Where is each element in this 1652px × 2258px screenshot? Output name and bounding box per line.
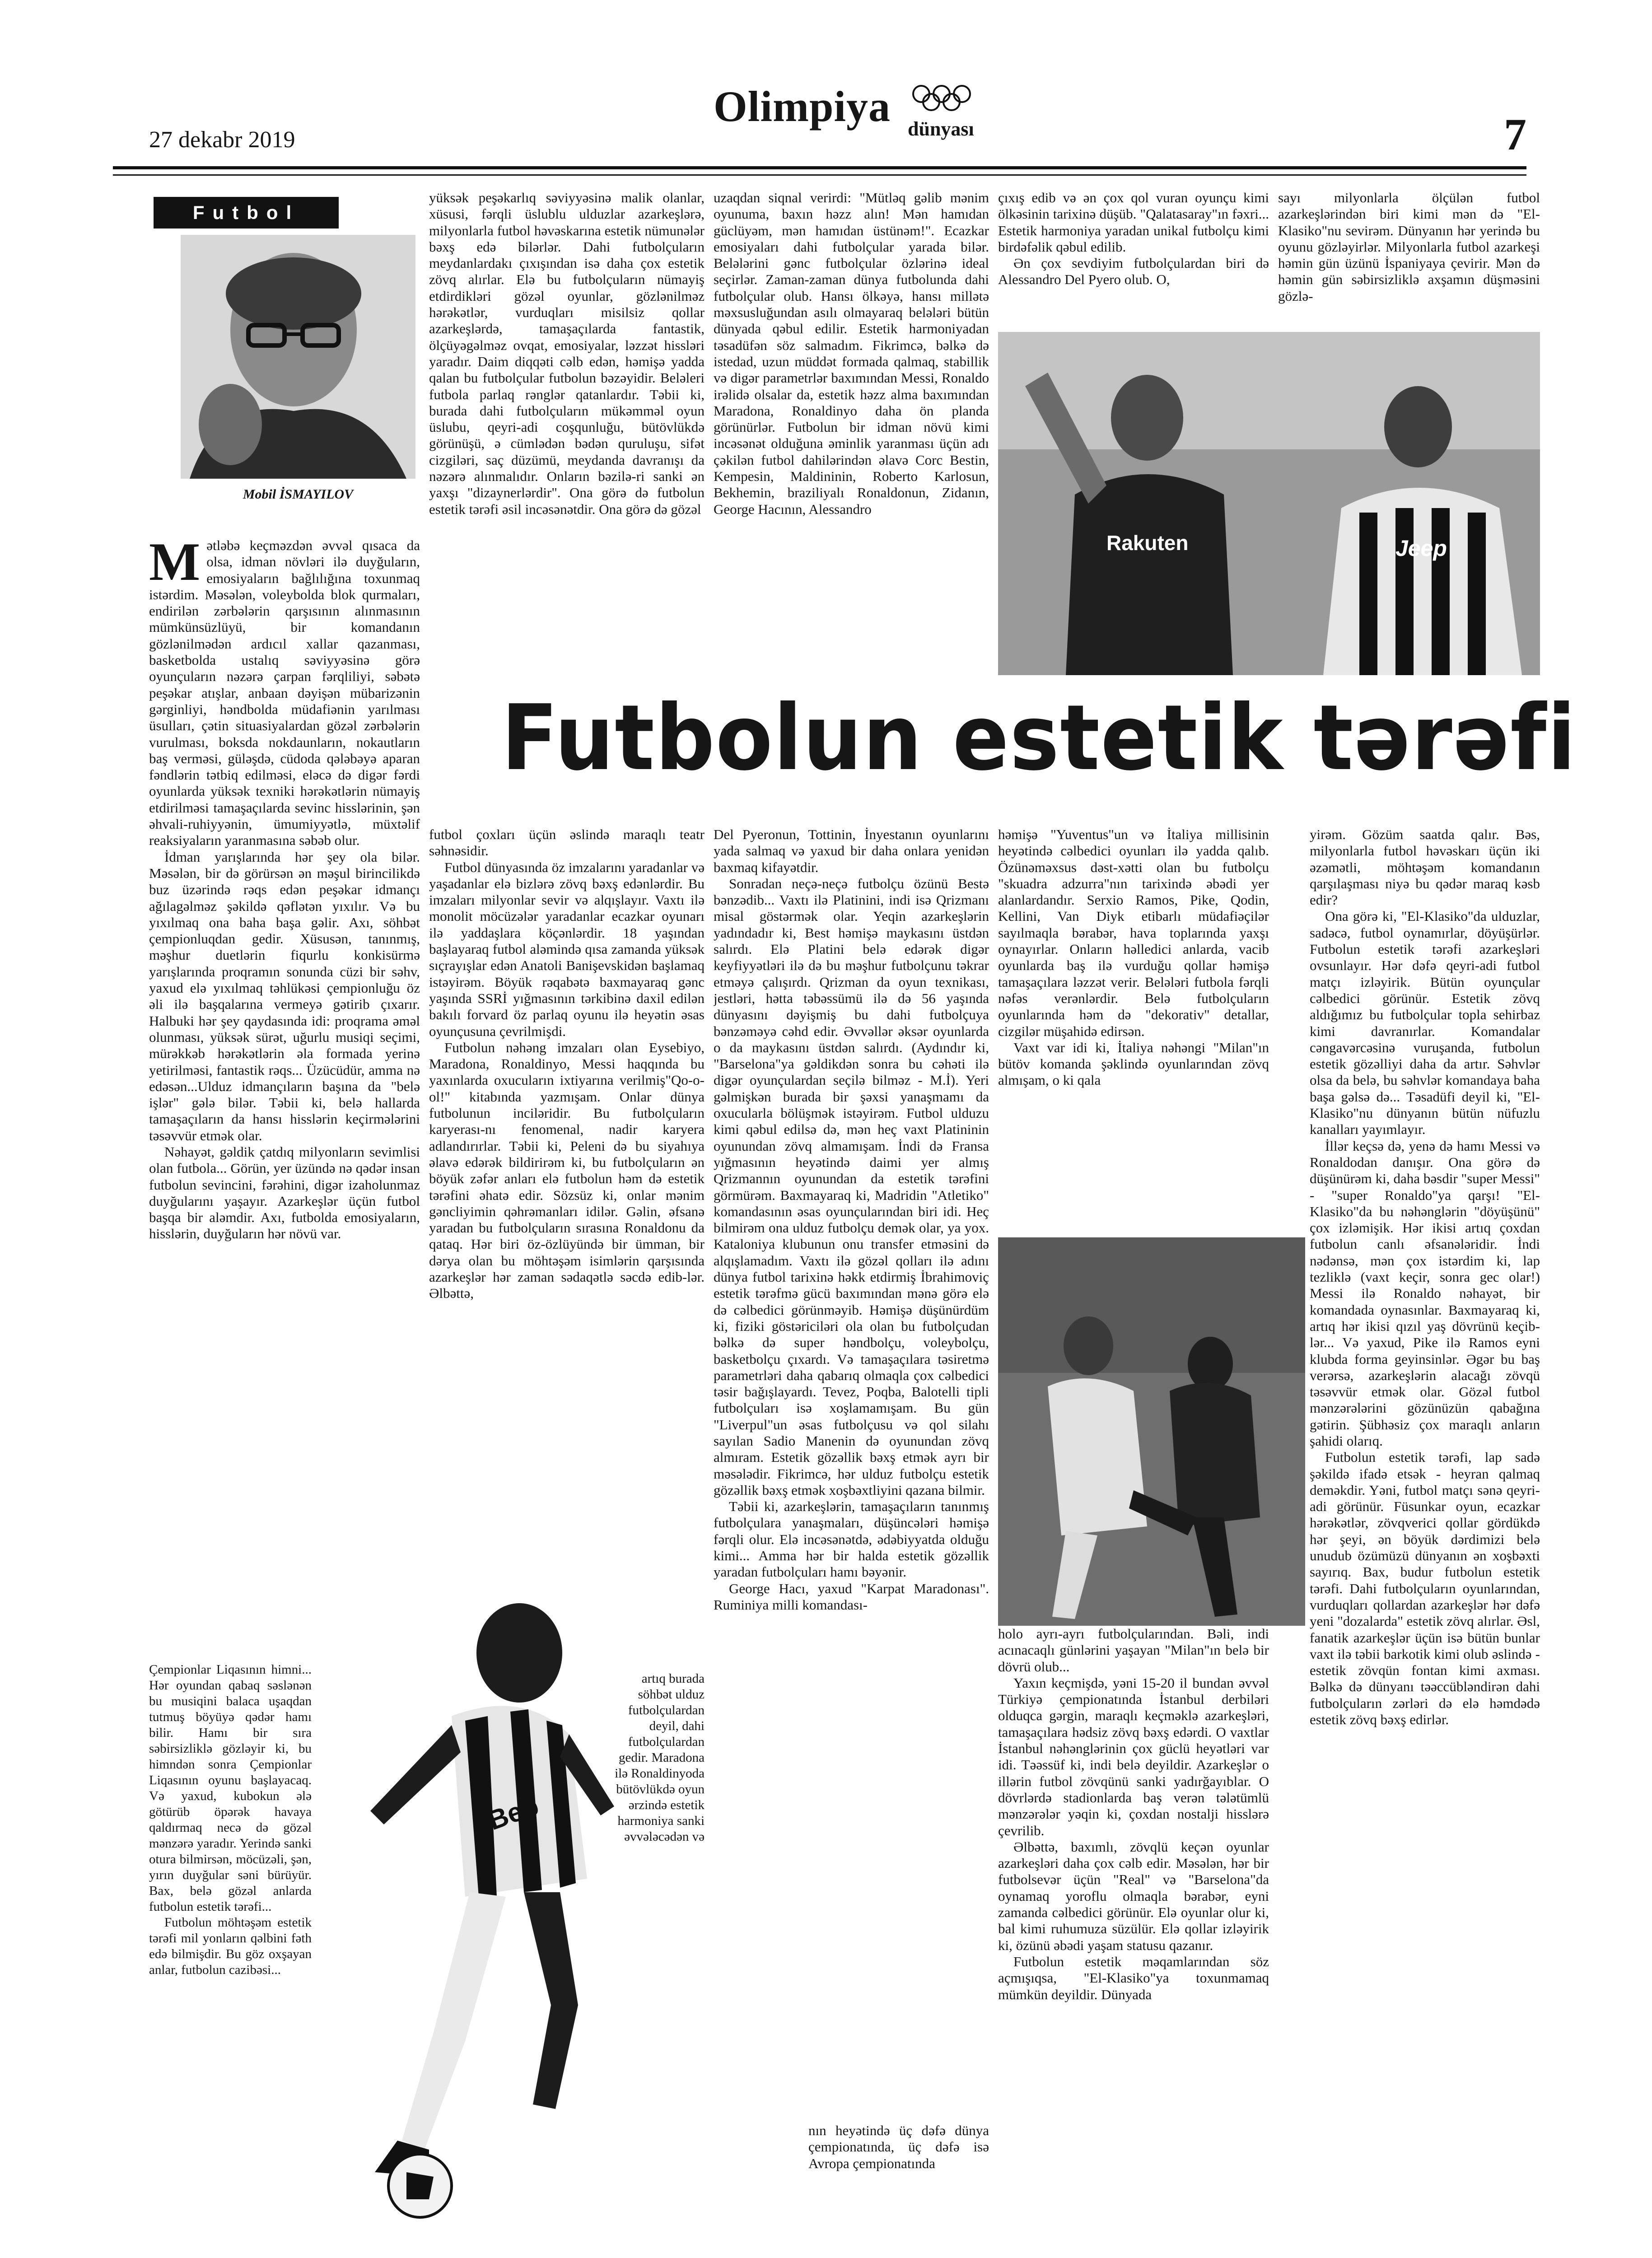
paragraph: ətləbə keçməzdən əvvəl qısaca da olsa, idman növləri ilə duyğuların, emosiyaların bağlılığına toxunmaq istərdim. Məsələn, voleybolda blok qurmaları, endirilən zərbələrin qarşısının alınmasının mümkünsüzlüyü, bir komandanın gözlənilmədən ardıcıl xallar qazanması, basketbolda ustalıq səviyyəsinə görə oyunçuların nəzərə çarpan fərqliliyi, səbətə peşəkar atışlar, anbaan dəyişən mübarizənin gərginliyi, həndbolda müdafiənin yarılması üsulları, çətin situasiyalardan gözəl zərbələrin vurulması, boksda nokdaunların, nokautların baş verməsi, güləşdə, cüdoda qələbəyə aparan fəndlərin tətbiq edilməsi, eləcə də digər fərdi oyunlarda yüksək texniki hərəkətlərin nümayiş etdirilməsi tamaşaçılarda sevinc hisslərinin, şən əhvali-ruhiyyənin, ümumiyyətlə, müxtəlif reaksiyaların yaranmasına səbəb olur.: [149, 537, 420, 849]
paragraph: Nəhayət, gəldik çatdıq milyonların sevimlisi olan futbola... Görün, yer üzündə nə qədər insan futbolun sevincini, fərəhini, digər izaholunmaz duyğularını yaşayır. Azarkeşlər üçün futbol başqa bir aləmdir. Axı, futbolda emosiyaların, hisslərin, duyğuların hər növü var.: [149, 1143, 420, 1242]
header-rule: [113, 166, 1526, 169]
paragraph: Futbolun möhtəşəm estetik tərəfi mil yonların qəlbini fəth edə bilmişdir. Bu göz oxşayan anlar, futbolun cazibəsi...: [149, 1915, 312, 1977]
paragraph: uzaqdan siqnal verirdi: "Mütləq gəlib mənim oyunuma, baxın həzz alın! Mən hamıdan güclüyəm, mən hamıdan üstünəm!". Ecazkar emosiyaları dahi futbolçular yarada bilər. Belələrini gənc futbolçular özlərinə ideal seçirlər. Zaman-zaman dünya futbolunda dahi futbolçular olub. Hansı ölkəyə, hansı millətə məxsusluğundan asılı olmayaraq belələri bütün dünyada qəbul edilir. Estetik harmoniyadan təsadüfən söz salmadım. Fikrimcə, bəlkə də istedad, uzun müddət formada qalmaq, stabillik və digər parametrlər baxımından Messi, Ronaldo irəlidə olsalar da, estetik həzz alma baxımından Maradona, Ronaldinyo daha ön planda görünürlər. Futbolun bir idman növü kimi incəsənət olduğuna əminlik yaranması üçün adı çəkilən futbol dahilərindən əlavə Corc Bestin, Kempesin, Maldininin, Roberto Karlosun, Bekhemin, braziliyalı Ronaldonun, Zidanın, George Hacının, Alessandro: [714, 190, 989, 517]
page-number: 7: [1504, 109, 1526, 159]
paragraph: George Hacı, yaxud "Karpat Maradonası". Ruminiya milli komandası-: [714, 1580, 989, 1613]
author-name: Mobil İSMAYILOV: [243, 487, 354, 502]
section-label: Futbol: [154, 197, 339, 229]
masthead: [695, 72, 1021, 145]
article-column-4-after: [998, 1626, 1269, 2213]
article-column-5-bottom: [1310, 826, 1540, 2217]
paragraph: İdman yarışlarında hər şey ola bilər. Məsələn, bir də görürsən ən məşul birincilikdə buz üzərində rəqs edən peşəkar idmançı ağılagəlməz şəkildə qəflətən yıxılır. Və bu yıxılmaq ona baha başa gəlir. Axı, söhbət çempionluqdan gedir. Xüsusən, tanınmış, məşhur duetlərin fiqurlu konkisürmə yarışlarında proqramın sonunda cüzi bir səhv, yaxud elə yıxılmaq təhlükəsi çempionluğu öz əli ilə başqalarına vermeyə gətirib çıxarır. Halbuki hər şey qaydasında idi: proqrama əməl olunması, yüksək sürət, uğurlu musiqi seçimi, mürəkkəb hərəkətlərin əla formada yerinə yetirilməsi, fantastik rəqs... Üzücüdür, amma nə edəsən...Ulduz idmançıların başına da "belə işlər" gələ bilər. Təbii ki, belə hallarda tamaşaçıların da hansı hisslərin keçirmələrini təsəvvür etmək olar.: [149, 849, 420, 1143]
paragraph: Futbolun estetik tərəfi, lap sadə şəkildə ifadə etsək - heyran qalmaq deməkdir. Yəni, futbol matçı sənə qeyri-adi görünür. Füsunkar oyun, ecazkar hərəkətlər, zövqverici qollar gördükdə hər şeyi, ən böyük dərdimizi belə unudub özümüzü dünyanın ən xoşbəxti sayırıq. Bax, budur futbolun estetik tərəfi. Dahi futbolçuların oyunlarından, vurduqları qollardan azarkeşlər hər dəfə yeni "dozalarda" estetik zövq alırlar. Əsl, fanatik azarkeşlər üçün isə bütün bunlar vaxt ilə təbii barkotik kimi olub əslində - estetik zövqün fontan kimi axması. Bəlkə də dünyanı təəccübləndirən dahi futbolçuların zərləri də elə həmdədə estetik zövq bəxş edirlər.: [1310, 1449, 1540, 1728]
newspaper-title: Olimpiya: [714, 82, 891, 131]
issue-date: 27 dekabr 2019: [149, 127, 295, 153]
article-column-4-bottom: [998, 826, 1269, 1233]
messi-ronaldo-photo: [998, 332, 1540, 675]
paragraph: yüksək peşəkarlıq səviyyəsinə malik olanlar, xüsusi, fərqli üslublu ulduzlar azarkeşlərə, milyonlarla futbol həvəskarına estetik nümunələr bəxş edə bilərlər. Dahi futbolçuların meydanlardakı çıxışından isə daha çox estetik zövq alırlar. Elə bu futbolçuların nümayiş etdirdikləri gözəl oyunlar, gözlənilməz hərəkətlər, vurduqları misilsiz qollar azarkeşlərdə, tamaşaçılarda fantastik, ölçüyəgəlməz ovqat, emosiyalar, ləzzət hissləri yaradır. Daim diqqəti cəlb edən, həmişə yadda qalan bu futbolçular futbolun bəzəyidir. Beləleri futbola parlaq rənglər qatanlardır. Təbii ki, burada dahi futbolçuların mükəmməl oyun üslubu, qeyri-adi coşqunluğu, bütövlükdə görünüşü, ə cümlədən bədən quruluşu, sifət cizgiləri, saç düzümü, meydanda davranışı da nəzərə alınmalıdır. Onların bəzilə-ri sanki ən yaxşı "dizaynerlərdir". Ona görə də futbolun estetik tərəfi əsil incəsənətdir. Ona görə də gözəl: [429, 190, 705, 517]
article-column-3-bottom: [714, 826, 989, 2118]
article-column-1: [149, 537, 420, 1581]
match-action-photo: [998, 1237, 1305, 1626]
paragraph: Əlbəttə, baxımlı, zövqlü keçən oyunlar azarkeşləri daha çox cəlb edir. Məsələn, hər bir futbolsevər üçün "Real" və "Barselona"da oynamaq yoroflu olmaqla bərabər, eyni zamanda cəlbedici görünür. Elə oyunlar olur ki, bal kimi ruhumuza süzülür. Elə qollar izləyirik ki, özünü əbədi yaşam statusu qazanır.: [998, 1838, 1269, 1953]
article-column-2-bottom: [429, 826, 705, 1635]
sponsor-label-jeep: Jeep: [1395, 536, 1447, 561]
paragraph: Del Pyeronun, Tottinin, İnyestanın oyunlarını yada salmaq və yaxud bir daha onlara yenidən baxmaq kifayətdir.: [714, 826, 989, 875]
paragraph: Futbolun nəhəng imzaları olan Eysebiyo, Maradona, Ronaldinyo, Messi haqqında bu yaxınlarda oxucuların ixtiyarına verilmiş"Qo-o-ol!" kitabında yazmışam. Onlar dünya futbolunun inciləridir. Bu futbolçuların karyerası-nı fenomenal, nadir karyera adlandırırlar. Təbii ki, Peleni də bu siyahıya əlavə edərək bildirirəm ki, bu futbolçuların ən böyük zəfər anları elə futbolun həm də estetik tərəfini əhatə edir. Sözsüz ki, onlar mənim gəncliyimin qəhrəmanları idilər. Gəlin, əfsanə yaradan bu futbolçuların sırasına Ronaldonu da qataq. Hər biri öz-özlüyündə bir ümman, bir dərya olan bu möhtəşəm isimlərin qarşısında azarkeşlər hər zaman sədaqətlə səcdə edib-lər. Əlbəttə,: [429, 1039, 705, 1302]
article-column-3-tail: [808, 2123, 989, 2208]
paragraph: artıq burada söhbət ulduz futbolçulardan deyil, dahi futbolçulardan gedir. Maradona ilə Ronaldinyoda bütövlükdə oyun ərzində estetik harmoniya sanki əvvələcədən və: [615, 1671, 705, 1844]
article-column-2: [429, 190, 705, 686]
paragraph: həmişə "Yuventus"un və İtaliya millisinin heyətində cəlbedici oyunları ilə yadda qalıb. Özünəməxsus dəst-xətti olan bu futbolçu "skuadra adzurra"nın tarixində əbədi yer alanlardandır. Serxio Ramos, Pike, Qodin, Kellini, Van Diyk etibarlı müdafiəçilər sayılmaqla bərabər, hava toplarında yaxşı oynayırlar. Onların həlledici anlarda, vacib oyunlarda baş ilə vurduğu qollar həmişə tamaşaçılara ləzzət verir. Belələri futbola fərqli nəfəs verənlərdir. Belə futbolçuların oyunlarında həm də "dekorativ" detallar, cizgilər müşahidə edirsən.: [998, 826, 1269, 1039]
article-column-4: [998, 190, 1269, 325]
paragraph: Vaxt var idi ki, İtaliya nəhəngi "Milan"ın bütöv komanda şəklində oyunlarından zövq almışam, o ki qala: [998, 1039, 1269, 1088]
header-rule-thin: [113, 174, 1526, 176]
sponsor-label-rakuten: Rakuten: [1106, 531, 1189, 555]
paragraph: çıxış edib və ən çox qol vuran oyunçu kimi ölkəsinin tarixinə düşüb. "Qalatasaray"ın fəxri... Estetik harmoniya yaradan unikal futbolçu kimi birdəfəlik qəbul edilib.: [998, 190, 1269, 255]
article-column-2-tail: [614, 1671, 705, 1987]
newspaper-subtitle: dünyası: [908, 118, 974, 140]
drop-cap: M: [149, 537, 201, 592]
paragraph: futbol çoxları üçün əslində maraqlı teatr səhnəsidir.: [429, 826, 705, 859]
paragraph: Sonradan neçə-neçə futbolçu özünü Bestə bənzədib... Vaxtı ilə Platinini, indi isə Qrizmanı misal göstərmək olar. Yeqin azarkeşlərin yadındadır ki, Best həmişə maykasını üstdən salırdı. Elə Platini belə edərək digər keyfiyyətləri ilə də bu məşhur futbolçunu təkrar etməyə çalışırdı. Qrizman da oyun texnikası, jestləri, hətta təbəssümü ilə də 56 yaşında dünyasını dəyişmiş bu dahi futbolçuya bənzəməyə cəhd edir. Əvvəllər əksər oyunlarda o da maykasını üstdən salırdı. (Aydındır ki, "Barselona"ya gəldikdən sonra bu cəhəti ilə digər oyunçulardan seçilə bilməz - M.İ). Yeri gəlmişkən burada bir şəxsi yanaşmamı da oxucularla bölüşmək istəyirəm. Futbol ulduzu kimi qəbul edilsə də, mən heç vaxt Platininin oyunundan zövq almamışam. İndi də Fransa yığmasının heyətində daimi yer almış Qrizmannın oyunundan da estetik tərəfini görmürəm. Baxmayaraq ki, Madridin "Atletiko" komandasının əsas oyunçularından biri idi. Heç bilmirəm ona ulduz futbolçu demək olar, ya yox. Kataloniya klubunun onu transfer etməsini də alqışlamadım. Vaxtı ilə gözəl qolları ilə adını dünya futbol tarixinə həkk etdirmiş İbrahimoviç estetik tərəfmə gücü baxımından mənə görə elə də cəlbedici görünməyib. Həmişə düşünürdüm ki, fiziki göstəriciləri ola olan bu futbolçudan bəlkə də super həndbolçu, voleybolçu, basketbolçu çıxardı. Və tamaşaçılara təsiretmə parametrləri daha qabarıq olmaqla çox cəlbedici təsir bağışlayardı. Tevez, Poqba, Balotelli tipli futbolçuları isə xoşlamamışam. Bu gün "Liverpul"un əsas futbolçusu və qol silahı sayılan Sadio Manenin də oyunundan zövq almıram. Estetik gözəllik bəxş etmək ayrı bir məsələdir. Fikrimcə, hər ulduz futbolçu estetik gözəllik bəxş etmək xoşbəxtliyini qazana bilmir.: [714, 875, 989, 1498]
player-with-ball-photo: [316, 1599, 623, 2222]
shirt-sponsor-label: Beb: [484, 1790, 543, 1836]
paragraph: sayı milyonlarla ölçülən futbol azarkeşlərindən biri kimi mən də "El-Klasiko"nu sevirəm. Dünyanın hər yerində bu oyunu gözləyirlər. Milyonlarla futbol azarkeşi həmin gün üzünü İspaniyaya çevirir. Mən də həmin gün səbirsizliklə axşamın düşməsini gözlə-: [1278, 190, 1540, 304]
olympic-rings-icon: [908, 81, 989, 117]
paragraph: yirəm. Gözüm saatda qalır. Bəs, milyonlarla futbol həvəskarı üçün iki əzəmətli, möhtəşəm komandanın qarşılaşması niyə bu qədər maraq kəsb edir?: [1310, 826, 1540, 908]
paragraph: Ən çox sevdiyim futbolçulardan biri də Alessandro Del Pyero olub. O,: [998, 255, 1269, 288]
author-photo: [181, 235, 415, 479]
paragraph: nın heyətində üç dəfə dünya çempionatında, üç dəfə isə Avropa çempionatında: [808, 2123, 989, 2171]
paragraph: Ona görə ki, "El-Klasiko"da ulduzlar, sadəcə, futbol oynamırlar, döyüşürlər. Futbolun estetik tərəfi azarkeşləri ovsunlayır. Hər dəfə qeyri-adi futbol matçı izləyirik. Bütün oyunçular cəlbedici görünür. Estetik zövq aldığımız bu futbolçular topla sehirbaz kimi davranırlar. Komandalar cəngavərcəsinə vuruşanda, futbolun estetik gözəlliyi daha da artır. Səhvlər olsa da belə, bu səhvlər komandaya baha başa gəlsə də... Təsadüfi deyil ki, "El-Klasiko"nu dünyanın bütün nüfuzlu kanalları yayımlayır.: [1310, 908, 1540, 1138]
paragraph: Təbii ki, azarkeşlərin, tamaşaçıların tanınmış futbolçulara yanaşmaları, düşüncələri həmişə fərqli olur. Elə incəsənətdə, ədəbiyyatda olduğu kimi... Amma hər bir halda estetik gözəllik yaradan futbolçuları hamı bəyənir.: [714, 1498, 989, 1580]
paragraph: Çempionlar Liqasının himni... Hər oyundan qabaq səslənən bu musiqini balaca uşaqdan tutmuş böyüyə qədər hamı bilir. Hamı bir sıra səbirsizliklə gözləyir ki, bu himndən sonra Çempionlar Liqasının oyunu başlayacaq. Və yaxud, kubokun ələ götürüb öpərək havaya qaldırmaq necə də gözəl mənzərə yaradır. Yerində sanki otura bilmirsən, möcüzəli, şən, yırın duyğular səni bürüyür. Bax, belə gözəl anlarda futbolun estetik tərəfi...: [149, 1662, 312, 1914]
paragraph: İllər keçsə də, yenə də hamı Messi və Ronaldodan danışır. Ona görə də düşünürəm ki, daha bəsdir "super Messi" - "super Ronaldo"ya qarşı! "El-Klasiko"da bu nəhənglərin "döyüşünü" çox izləmişik. Hər ikisi artıq çoxdan futbolun canlı əfsanələridir. İndi nədənsə, mən çox istərdim ki, lap tezliklə (vaxt keçir, sonra gec olar!) Messi ilə Ronaldo nəhayət, bir komandada oynasınlar. Baxmayaraq ki, artıq hər ikisi qızıl yaş dövrünü keçib-lər... Və yaxud, Pike ilə Ramos eyni klubda forma geyinsinlər. Əgər bu baş verərsə, azarkeşlərin alacağı zövqü təsəvvür etmək olar. Gözəl futbol mənzərələrini gözünüzün qabağına gətirin. Şübhəsiz çox maraqlı anların şahidi olarıq.: [1310, 1138, 1540, 1449]
paragraph: Futbol dünyasında öz imzalarını yaradanlar və yaşadanlar elə bizlərə zövq bəxş edənlərdir. Bu imzaları milyonlar sevir və alqışlayır. Vaxtı ilə monolit möcüzələr yaradanlar ecazkar oyunarı ilə yaddaşlara köçənlərdir. 18 yaşından başlayaraq futbol aləmində qısa zamanda yüksək sıçrayışlar edən Anatoli Banişevskidən başlamaq istəyirəm. Böyük rəqabətə baxmayaraq gənc yaşında SSRİ yığmasının tərkibinə daxil edilən bakılı forvard öz parlaq oyunu ilə heyətin əsas oyunçusuna çevrilmişdi.: [429, 859, 705, 1039]
article-column-5: [1278, 190, 1540, 325]
article-headline: Futbolun estetik tərəfi: [501, 686, 1577, 791]
paragraph: Futbolun estetik məqamlarından söz açmışıqsa, "El-Klasiko"ya toxunmamaq mümkün deyildir. Dünyada: [998, 1953, 1269, 2002]
paragraph: holo ayrı-ayrı futbolçularından. Bəli, indi acınacaqlı günlərini yaşayan "Milan"ın belə bir dövrü olub...: [998, 1626, 1269, 1675]
article-column-3: [714, 190, 989, 686]
paragraph: Yaxın keçmişdə, yəni 15-20 il bundan əvvəl Türkiyə çempionatında İstanbul derbiləri olduqca gərgin, maraqlı keçməklə azarkeşləri, tamaşaçılara hədsiz zövq bəxş edərdi. O vaxtlar İstanbul nəhənglərinin çox güclü heyətləri var idi. Təəssüf ki, indi belə deyildir. Azarkeşlər o illərin futbol zövqünü sanki yadırğayıblar. O dövrlərdə stadionlarda baş verən tələtümlü mənzərələr yəqin ki, çoxdan nostalji hisslərə çevrilib.: [998, 1675, 1269, 1838]
article-column-1-bottom: [149, 1662, 312, 2204]
